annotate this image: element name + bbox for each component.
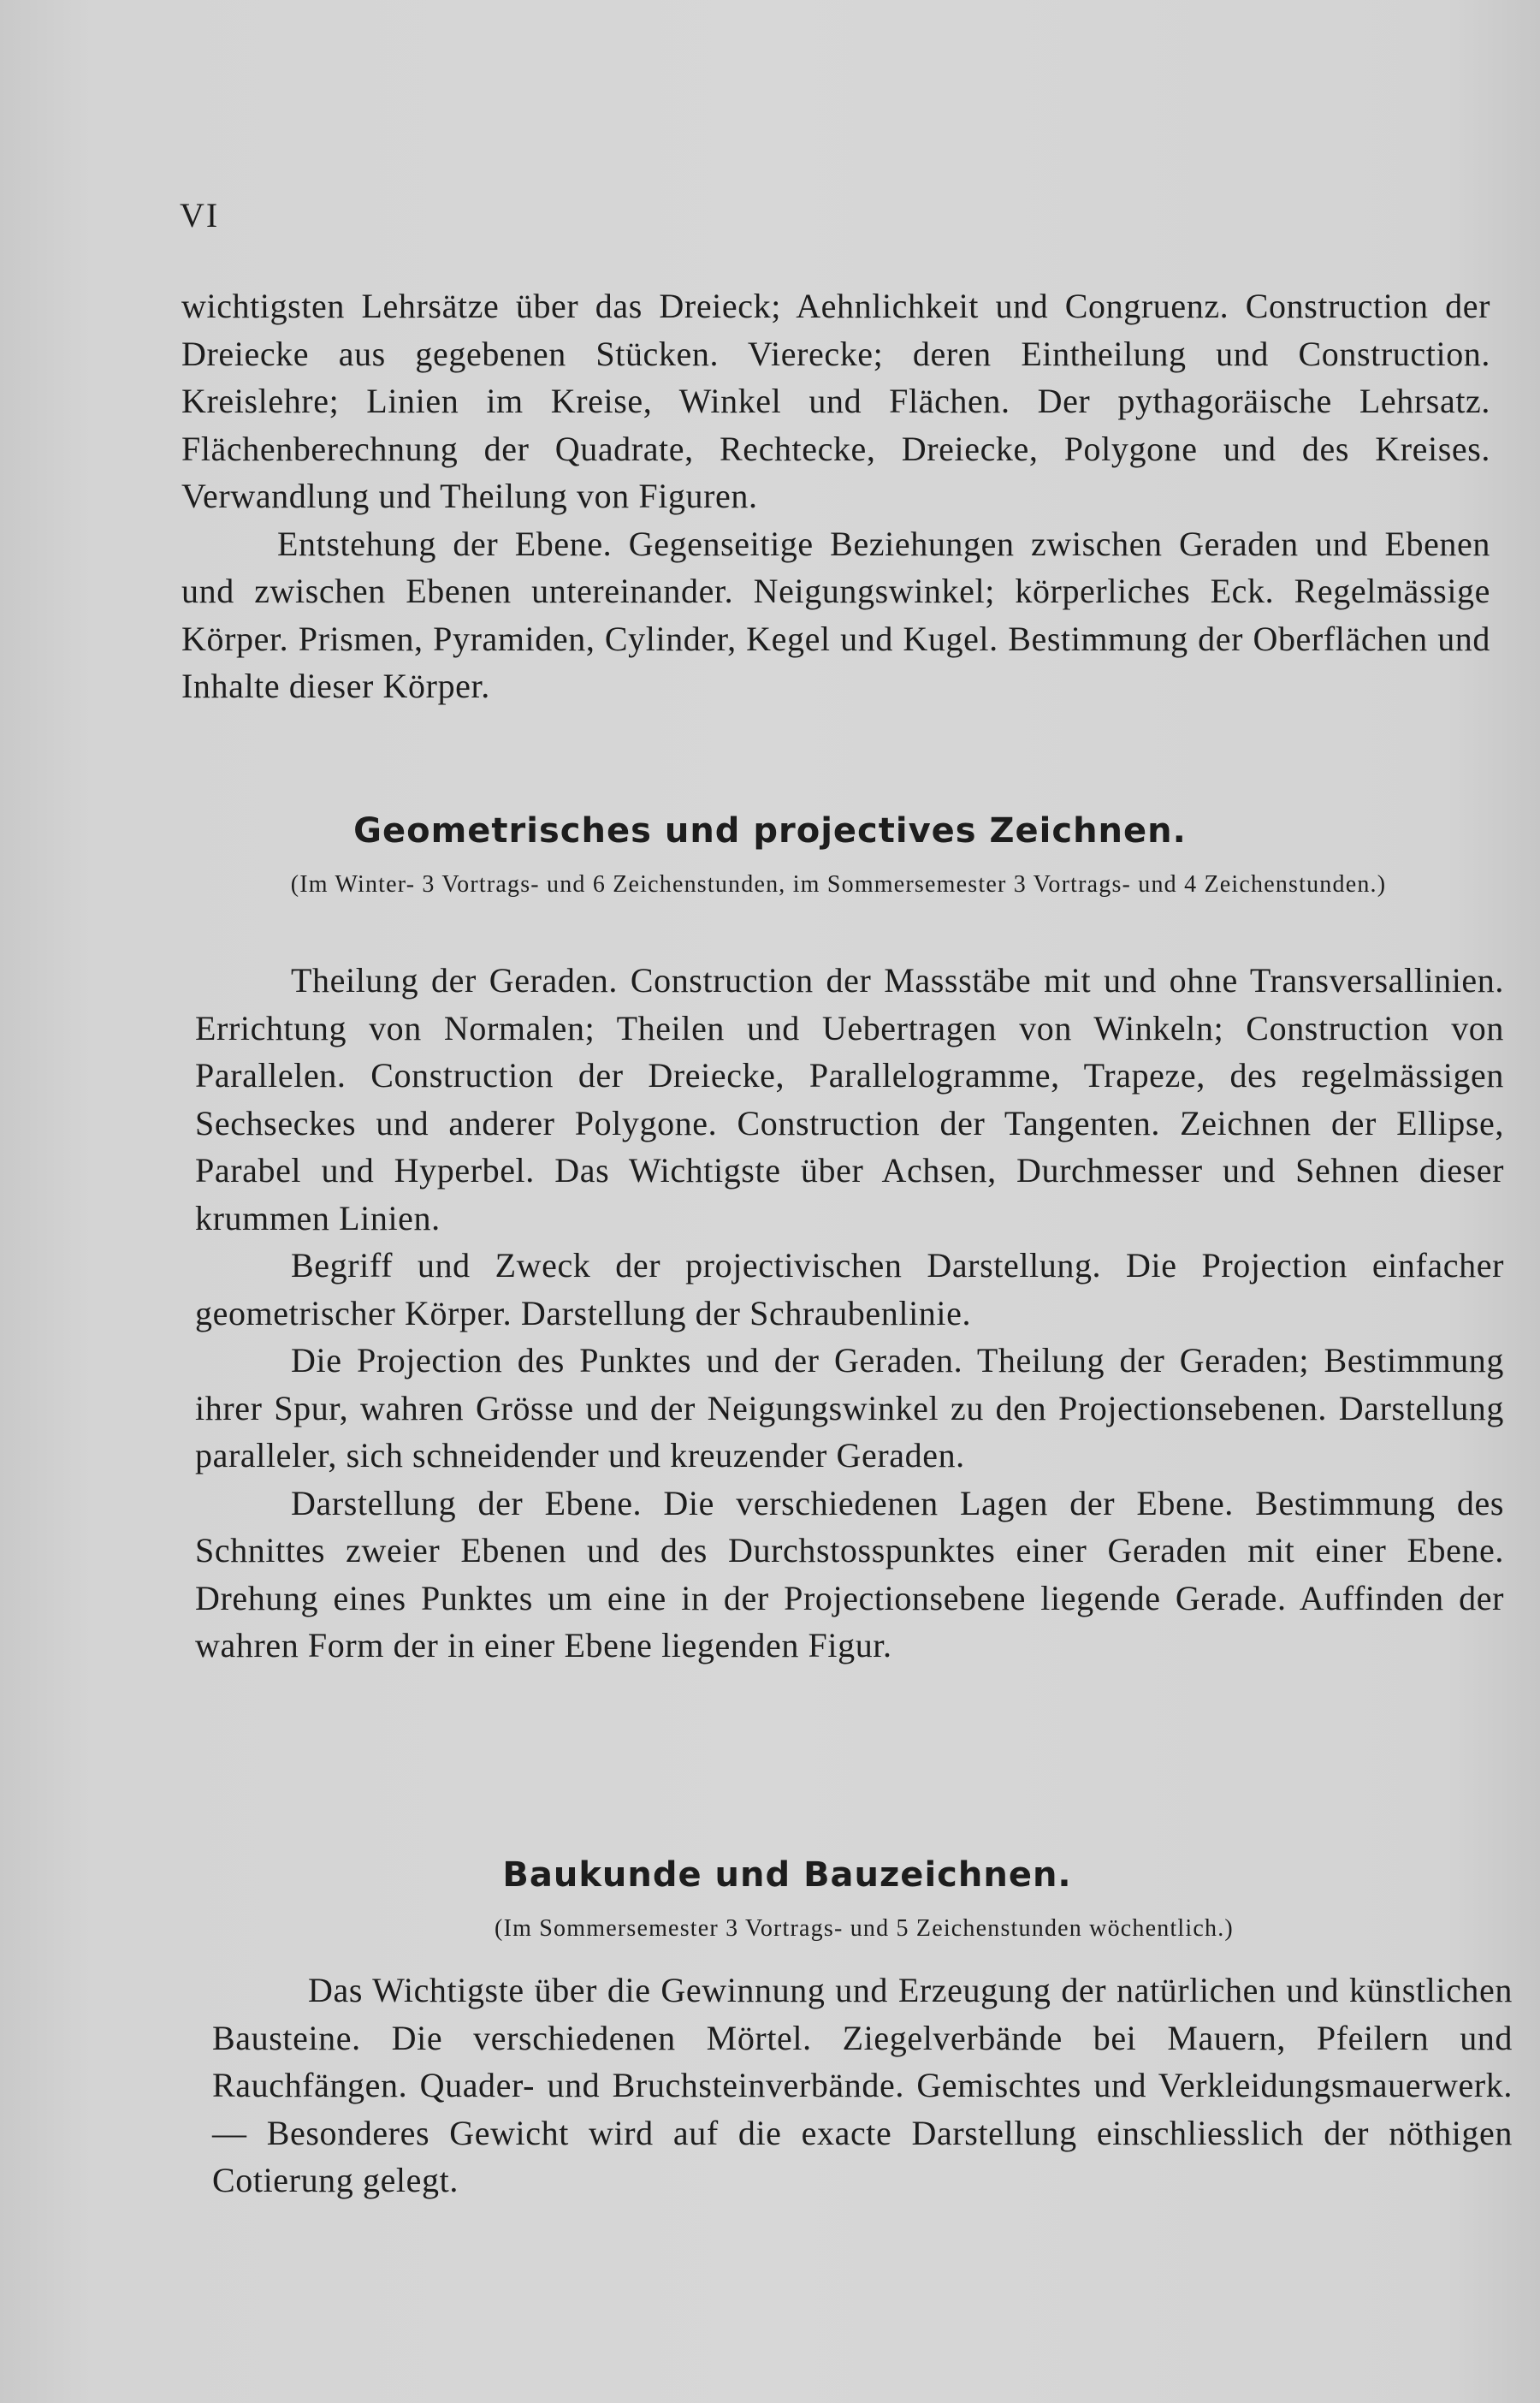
paragraph: Entstehung der Ebene. Gegenseitige Beziehungen zwischen Geraden und Ebenen und zwischen Ebenen untereinander. Neigungswinkel; körperliches Eck. Regelmässige Körper. Prismen, Pyramiden, Cylinder, Kegel und Kugel. Bestimmung der Oberflächen und Inhalte dieser Körper.: [181, 524, 1490, 705]
section-note: (Im Winter- 3 Vortrags- und 6 Zeichenstunden, im Sommersemester 3 Vortrags- und 4 Zeichenstunden.): [290, 871, 1387, 898]
paragraph: Das Wichtigste über die Gewinnung und Erzeugung der natürlichen und künstlichen Bausteine. Die verschiedenen Mörtel. Ziegelverbände bei Mauern, Pfeilern und Rauchfängen. Quader- und Bruchsteinverbände. Gemischtes und Verkleidungsmauerwerk. — Besonderes Gewicht wird auf die exacte Darstellung einschliesslich der nöthigen Cotierung gelegt.: [212, 1971, 1513, 2199]
intro-section: [181, 282, 1490, 710]
paragraph: Theilung der Geraden. Construction der Massstäbe mit und ohne Transversallinien. Errichtung von Normalen; Theilen und Uebertragen von Winkeln; Construction von Parallelen. Construction der Dreiecke, Parallelogramme, Trapeze, des regelmässigen Sechseckes und anderer Polygone. Construction der Tangenten. Zeichnen der Ellipse, Parabel und Hyperbel. Das Wichtigste über Achsen, Durchmesser und Sehnen dieser krummen Linien.: [195, 961, 1504, 1237]
paragraph: Die Projection des Punktes und der Geraden. Theilung der Geraden; Bestimmung ihrer Spur, wahren Grösse und der Neigungswinkel zu den Projectionsebenen. Darstellung paralleler, sich schneidender und kreuzender Geraden.: [195, 1341, 1504, 1474]
paragraph: wichtigsten Lehrsätze über das Dreieck; Aehnlichkeit und Congruenz. Construction der Dreiecke aus gegebenen Stücken. Vierecke; deren Eintheilung und Construction. Kreislehre; Linien im Kreise, Winkel und Flächen. Der pythagoräische Lehrsatz. Flächenberechnung der Quadrate, Rechtecke, Dreiecke, Polygone und des Kreises. Verwandlung und Theilung von Figuren.: [181, 287, 1490, 515]
building-section: [212, 1967, 1513, 2204]
section-title: Baukunde und Bauzeichnen.: [502, 1855, 1072, 1895]
page-number: VI: [180, 196, 220, 234]
section-note: (Im Sommersemester 3 Vortrags- und 5 Zeichenstunden wöchentlich.): [495, 1915, 1234, 1942]
paragraph: Begriff und Zweck der projectivischen Darstellung. Die Projection einfacher geometrischer Körper. Darstellung der Schraubenlinie.: [195, 1246, 1504, 1332]
section-title: Geometrisches und projectives Zeichnen.: [353, 811, 1187, 851]
paragraph: Darstellung der Ebene. Die verschiedenen Lagen der Ebene. Bestimmung des Schnittes zweier Ebenen und des Durchstosspunktes einer Geraden mit einer Ebene. Drehung eines Punktes um eine in der Projectionsebene liegende Gerade. Auffinden der wahren Form der in einer Ebene liegenden Figur.: [195, 1483, 1504, 1664]
geometry-section: [195, 957, 1504, 1670]
